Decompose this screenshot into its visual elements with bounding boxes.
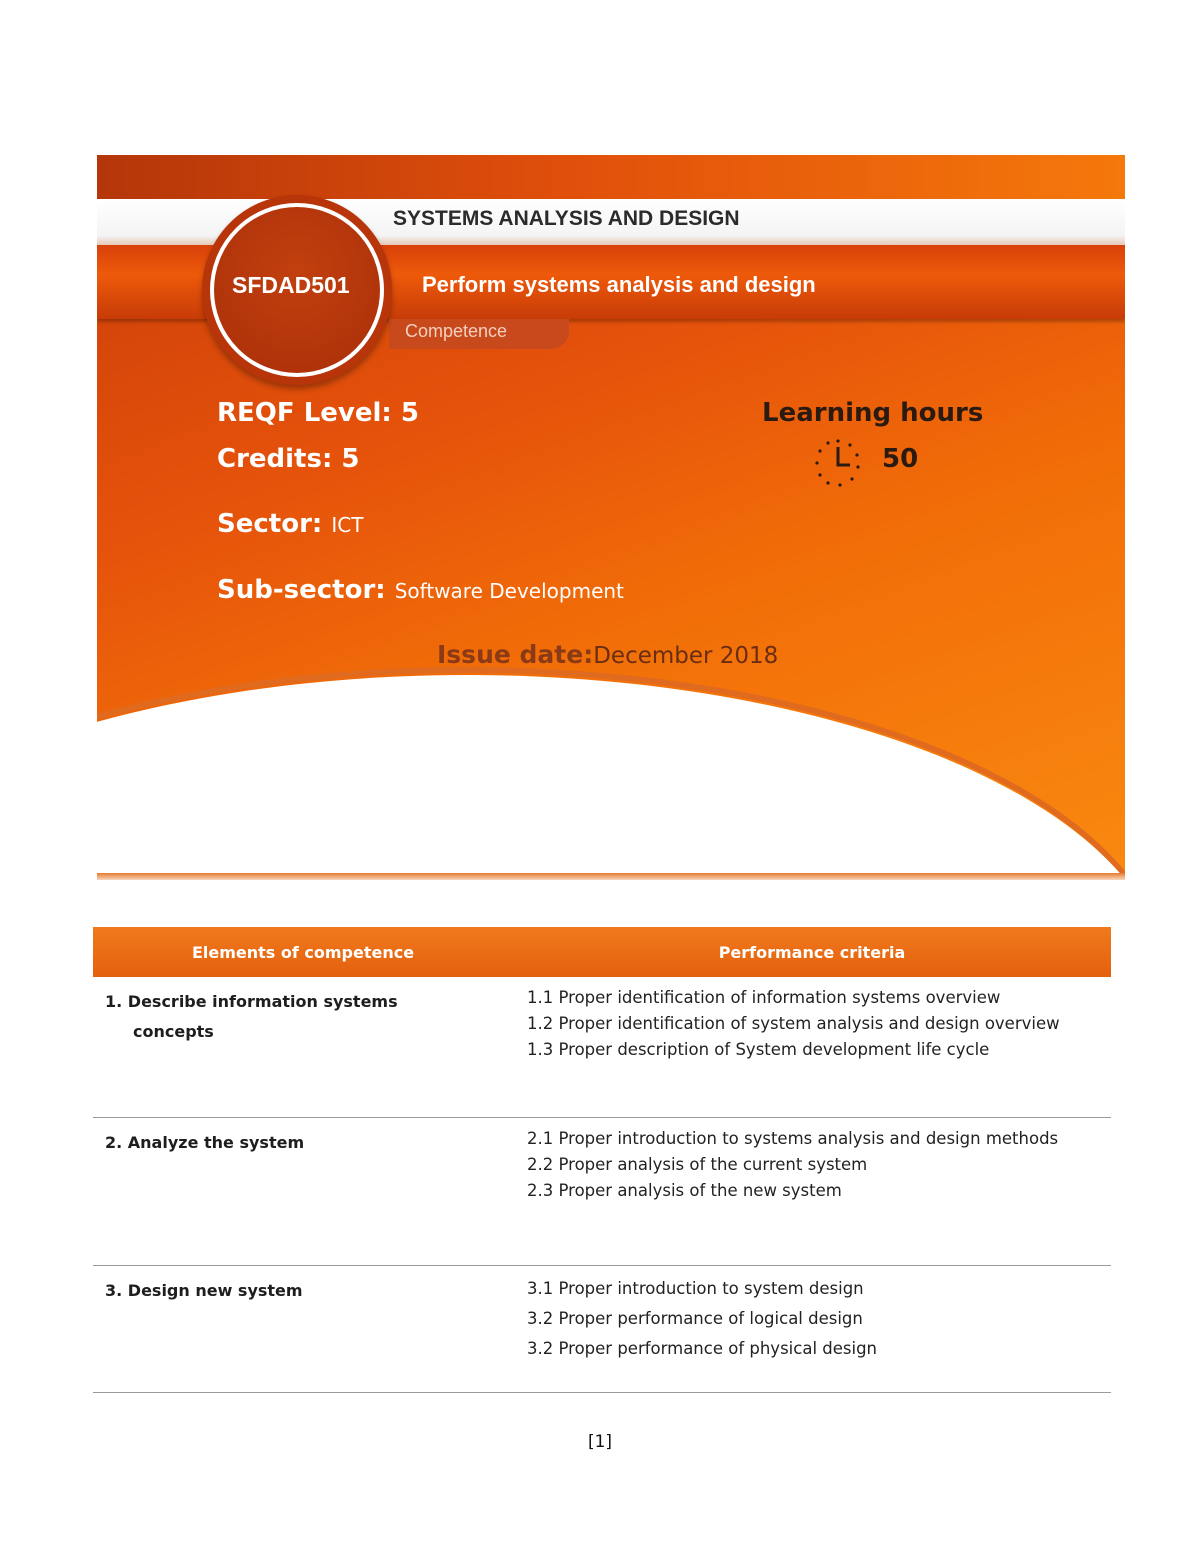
banner-top-strip [97,155,1125,199]
criteria-cell [513,1118,1111,1265]
competence-title: Perform systems analysis and design [422,272,816,297]
sector-value: ICT [331,513,364,537]
element-title: 2. Analyze the system [105,1133,305,1152]
criteria-cell [513,1266,1111,1392]
table-header [93,927,1111,977]
criterion: 2.3 Proper analysis of the new system [527,1181,842,1200]
criterion: 1.3 Proper description of System development life cycle [527,1040,990,1059]
header-criteria: Performance criteria [718,942,906,962]
criterion: 2.2 Proper analysis of the current system [527,1155,868,1174]
element-title: 3. Design new system [105,1281,303,1300]
reqf-level: REQF Level: 5 [217,398,419,428]
table-row [93,1118,1111,1266]
sector [217,509,363,539]
learning-hours-label: Learning hours [762,398,984,428]
table-row [93,977,1111,1118]
element-title-cont: concepts [133,1022,214,1041]
sub-sector [217,575,624,605]
criterion: 3.1 Proper introduction to system design [527,1279,864,1298]
element-title: 1. Describe information systems [105,992,398,1011]
issue-date-value: December 2018 [593,643,779,669]
subject-title: SYSTEMS ANALYSIS AND DESIGN [393,207,740,230]
module-code: SFDAD501 [232,272,350,298]
element-cell [93,1266,513,1392]
issue-date [437,640,778,669]
sub-sector-value: Software Development [394,579,624,603]
cover-banner [97,155,1125,897]
criteria-cell [513,977,1111,1117]
element-cell [93,977,513,1117]
criterion: 3.2 Proper performance of logical design [527,1309,863,1328]
page-number: [1] [587,1432,613,1452]
banner-curve [97,675,1125,897]
element-cell [93,1118,513,1265]
table-row [93,1266,1111,1393]
header-elements: Elements of competence [191,942,415,962]
issue-date-label: Issue date: [437,640,594,669]
competence-table [93,927,1111,1393]
clock-icon [810,437,866,489]
credits: Credits: 5 [217,444,360,474]
banner-bottom-fill [97,880,1125,897]
sector-label: Sector: [217,509,323,539]
criterion: 1.2 Proper identification of system analysis and design overview [527,1014,1060,1033]
criterion: 2.1 Proper introduction to systems analysis and design methods [527,1129,1059,1148]
criterion: 3.2 Proper performance of physical design [527,1339,878,1358]
competence-label: Competence [405,321,508,341]
learning-hours-value: 50 [882,444,919,474]
criterion: 1.1 Proper identification of information systems overview [527,988,1001,1007]
sub-sector-label: Sub-sector: [217,575,386,605]
